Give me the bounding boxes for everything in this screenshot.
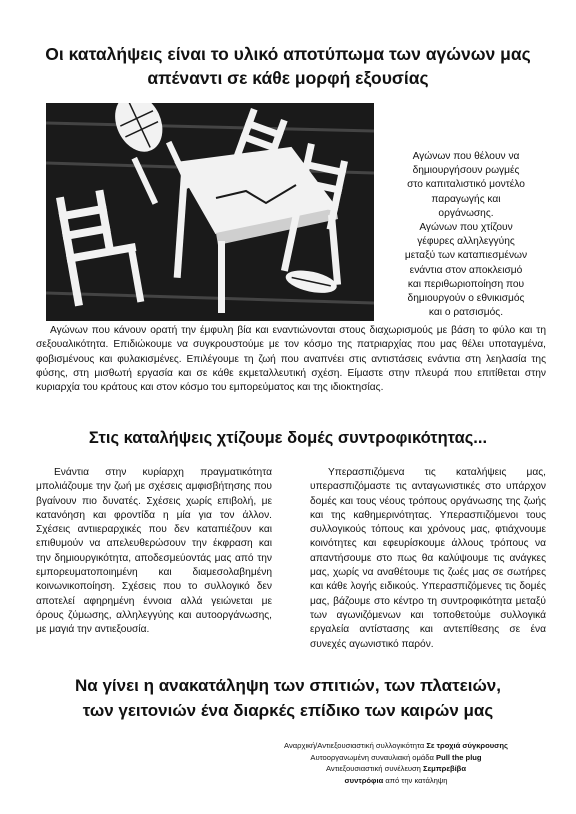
signature-group-name: Σεμπρεβίβα: [423, 764, 466, 773]
signature-text: Αυτοοργανωμένη συναυλιακή ομάδα: [310, 752, 437, 762]
signature-group-name: Pull the plug: [436, 752, 482, 762]
intro-paragraph: Αγώνων που κάνουν ορατή την έμφυλη βία και εναντιώνονται στους διαχωρισμούς με βάση το φύλο και τη σεξουαλικότητα. Επιδιώκουμε να συγκρουστούμε με τον κόσμο της πατριαρχίας που μας θέλει υποταγμένα, φοβισμένους και φυλακισμένες. Επιλέγουμε τη ζωή που αναπνέει στις αντιστάσεις ενάντια στη λεηλασία της φύσης, στη μισθωτή εργασία και σε κάθε εκμεταλλευτική σχέση. Είμαστε στην πλευρά που επιτίθεται στην κυριαρχία του κράτους και στον κόσμο του εμπορεύματος και της ιδιοκτησίας.: [36, 325, 546, 394]
signature-text: Αντιεξουσιαστική συνέλευση: [326, 764, 424, 773]
main-headline: [0, 42, 576, 90]
side-line: παραγωγής και: [431, 193, 501, 205]
headline-line-2: απέναντι σε κάθε μορφή εξουσίας: [147, 68, 429, 88]
signatures-block: [246, 740, 546, 786]
side-line: οργάνωσης.: [438, 207, 494, 219]
cta-line-1: Να γίνει η ανακατάληψη των σπιτιών, των πλατειών,: [75, 676, 501, 695]
side-line: ενάντια στον αποκλεισμό: [409, 264, 523, 276]
woodcut-table-chairs-illustration: [46, 103, 374, 321]
side-line: μεταξύ των καταπιεσμένων: [404, 250, 528, 262]
side-line: και ο ρατσισμός.: [428, 307, 504, 319]
headline-line-1: Οι καταλήψεις είναι το υλικό αποτύπωμα των αγώνων μας: [45, 44, 531, 64]
left-column-paragraph: Ενάντια στην κυρίαρχη πραγματικότητα μπολιάζουμε την ζωή με σχέσεις αμφισβήτησης που βγαίνουν πιο δυνατές. Σχέσεις χωρίς επιβολή, με κατανόηση και φροντίδα η μία για τον άλλον. Σχέσεις αντιιεραρχικές που δεν καταπιέζουν και επιθυμούν να απελευθερώσουν την έκφραση και την δημιουργικότητα, αποδεσμεύοντάς μας από την εμπορευματοποιημένη και διαμεσολαβημένη κοινωνικοποίηση. Σχέσεις που το συλλογικό δεν αποτελεί αφηρημένη έννοια αλλά γειώνεται με όρους ζύμωσης, αλληλεγγύης και αυτοοργάνωσης, με μαγιά την αντιεξουσία.: [36, 467, 272, 636]
signature-line: [246, 740, 546, 752]
signature-text: από την κατάληψη: [383, 775, 448, 785]
signature-line: [246, 752, 546, 764]
signature-text: Αναρχική/Αντιεξουσιαστική συλλογικότητα: [284, 741, 427, 750]
call-to-action: [0, 673, 576, 723]
cta-line-2: των γειτονιών ένα διαρκές επίδικο των καιρών μας: [82, 701, 494, 720]
side-line: στο καπιταλιστικό μοντέλο: [407, 179, 525, 191]
side-line: Αγώνων που θέλουν να: [412, 151, 520, 162]
signature-line: [246, 775, 546, 787]
left-column: [36, 466, 272, 638]
side-line: γέφυρες αλληλεγγύης: [417, 236, 515, 248]
side-line: δημιουργήσουν ρωγμές: [412, 165, 520, 177]
signature-group-name: Σε τροχιά σύγκρουσης: [426, 741, 508, 750]
side-paragraph: [386, 150, 546, 320]
section-subheading: Στις καταλήψεις χτίζουμε δομές συντροφικότητας...: [88, 429, 488, 447]
side-line: δημιουργούν ο εθνικισμός: [407, 293, 525, 305]
side-line: και περιθωριοποίηση που: [407, 278, 525, 290]
right-column: [310, 466, 546, 652]
signature-line: [246, 763, 546, 775]
side-line: Αγώνων που χτίζουν: [419, 222, 513, 234]
intro-section: [36, 324, 546, 395]
signature-group-name: συντρόφια: [344, 775, 384, 785]
right-column-paragraph: Υπερασπιζόμενα τις καταλήψεις μας, υπερασπιζόμαστε τις ανταγωνιστικές στο υπάρχον δομές και τους νέους τρόπους οργάνωσης της ζωής και της καθημερινότητας. Υπερασπιζόμενοι τους συλλογικούς τόπους και χρόνους μας, φτιάχνουμε κοινότητες και εφευρίσκουμε άλλους τρόπους να απαντήσουμε στο πως θα καλύψουμε τις ανάγκες μας, χωρίς να αναθέτουμε τις ζωές μας σε σωτήρες και κάθε λογής ειδικούς. Υπερασπιζόμενες τις δομές μας, βάζουμε στο κέντρο τη συντροφικότητα μεταξύ των αγωνιζόμενων και τοποθετούμε συλλογικά εργαλεία αντίστασης και αντεπίθεσης σε ένα συνεχές αγωνιστικό παρόν.: [310, 467, 546, 650]
